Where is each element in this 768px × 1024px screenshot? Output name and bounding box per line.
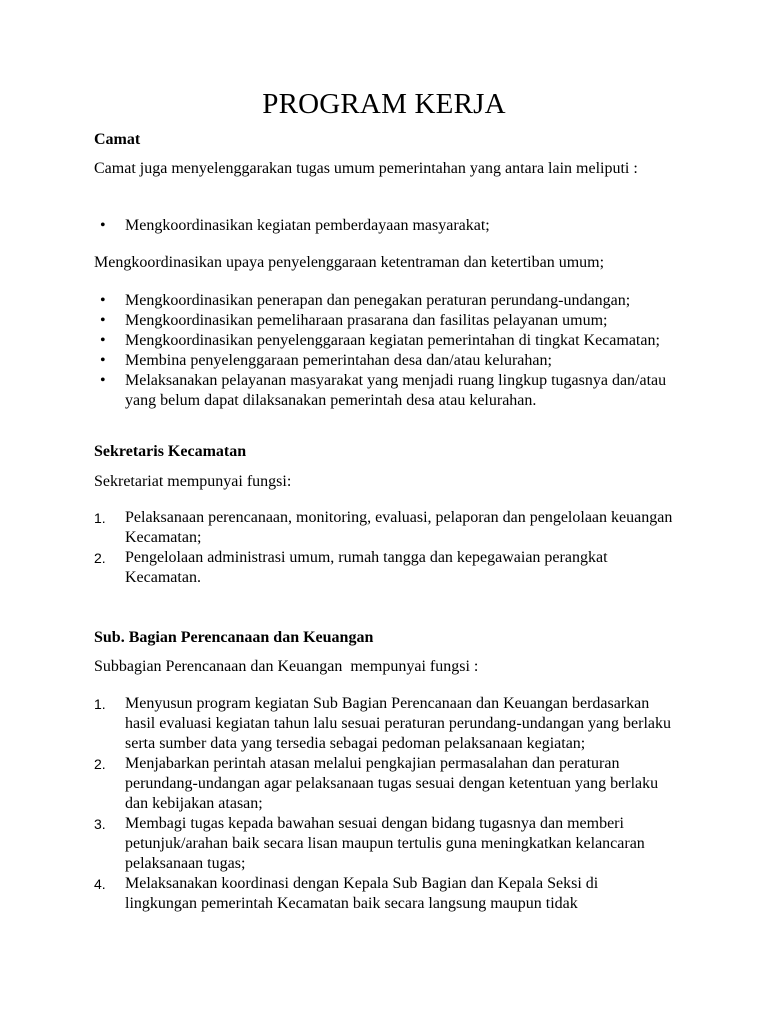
list-item: 4. Melaksanakan koordinasi dengan Kepala Sub Bagian dan Kepala Seksi di lingkungan pemerintah Kecamatan baik secara langsung maupun tidak [94, 875, 599, 912]
bullet-marker: • [100, 292, 106, 309]
list-item: • Membina penyelenggaraan pemerintahan desa dan/atau kelurahan; [100, 352, 552, 369]
page-title: PROGRAM KERJA [262, 88, 506, 120]
section-heading-camat: Camat [94, 131, 141, 148]
camat-intro: Camat juga menyelenggarakan tugas umum pemerintahan yang antara lain meliputi : [94, 160, 638, 177]
list-number: 1. [94, 696, 106, 712]
list-item: 2. Menjabarkan perintah atasan melalui pengkajian permasalahan dan peraturan perundang-undangan agar pelaksanaan tugas sesuai dengan ketentuan yang berlaku dan kebijakan atasan; [94, 755, 659, 812]
list-number: 2. [94, 550, 106, 566]
subbagian-intro: Subbagian Perencanaan dan Keuangan mempunyai fungsi : [94, 658, 479, 675]
list-item: • Mengkoordinasikan pemeliharaan prasarana dan fasilitas pelayanan umum; [100, 312, 608, 329]
list-number: 4. [94, 876, 106, 892]
camat-mid-text: Mengkoordinasikan upaya penyelenggaraan ketentraman dan ketertiban umum; [94, 254, 605, 271]
subbagian-numbered-list [94, 694, 674, 914]
section-heading-subbagian: Sub. Bagian Perencanaan dan Keuangan [94, 629, 374, 646]
list-number: 2. [94, 756, 106, 772]
sekretaris-intro: Sekretariat mempunyai fungsi: [94, 473, 292, 490]
list-item: 3. Membagi tugas kepada bawahan sesuai dengan bidang tugasnya dan memberi petunjuk/arahan baik secara lisan maupun tertulis guna meningkatkan kelancaran pelaksanaan tugas; [94, 815, 645, 872]
camat-bullet-list-b [94, 291, 754, 411]
list-item: 2. Pengelolaan administrasi umum, rumah tangga dan kepegawaian perangkat Kecamatan. [94, 549, 608, 586]
list-number: 3. [94, 816, 106, 832]
list-item: • Mengkoordinasikan penyelenggaraan kegiatan pemerintahan di tingkat Kecamatan; [100, 332, 660, 349]
list-item: • Mengkoordinasikan kegiatan pemberdayaan masyarakat; [100, 217, 490, 234]
bullet-marker: • [100, 372, 106, 389]
list-item: 1. Menyusun program kegiatan Sub Bagian Perencanaan dan Keuangan berdasarkan hasil evaluasi kegiatan tahun lalu sesuai peraturan perundang-undangan yang berlaku serta sumber data yang tersedia sebagai pedoman pelaksanaan kegiatan; [94, 695, 672, 752]
camat-bullet-list-a [94, 216, 744, 236]
bullet-marker: • [100, 352, 106, 369]
list-item: • Mengkoordinasikan penerapan dan penegakan peraturan perundang-undangan; [100, 292, 631, 309]
bullet-marker: • [100, 217, 106, 234]
list-item: • Melaksanakan pelayanan masyarakat yang menjadi ruang lingkup tugasnya dan/atau yang belum dapat dilaksanakan pemerintah desa atau kelurahan. [100, 372, 667, 409]
list-item: 1. Pelaksanaan perencanaan, monitoring, evaluasi, pelaporan dan pengelolaan keuangan Kecamatan; [94, 509, 673, 546]
sekretaris-numbered-list [94, 508, 676, 588]
bullet-marker: • [100, 332, 106, 349]
list-number: 1. [94, 510, 106, 526]
bullet-marker: • [100, 312, 106, 329]
section-heading-sekretaris: Sekretaris Kecamatan [94, 443, 247, 460]
